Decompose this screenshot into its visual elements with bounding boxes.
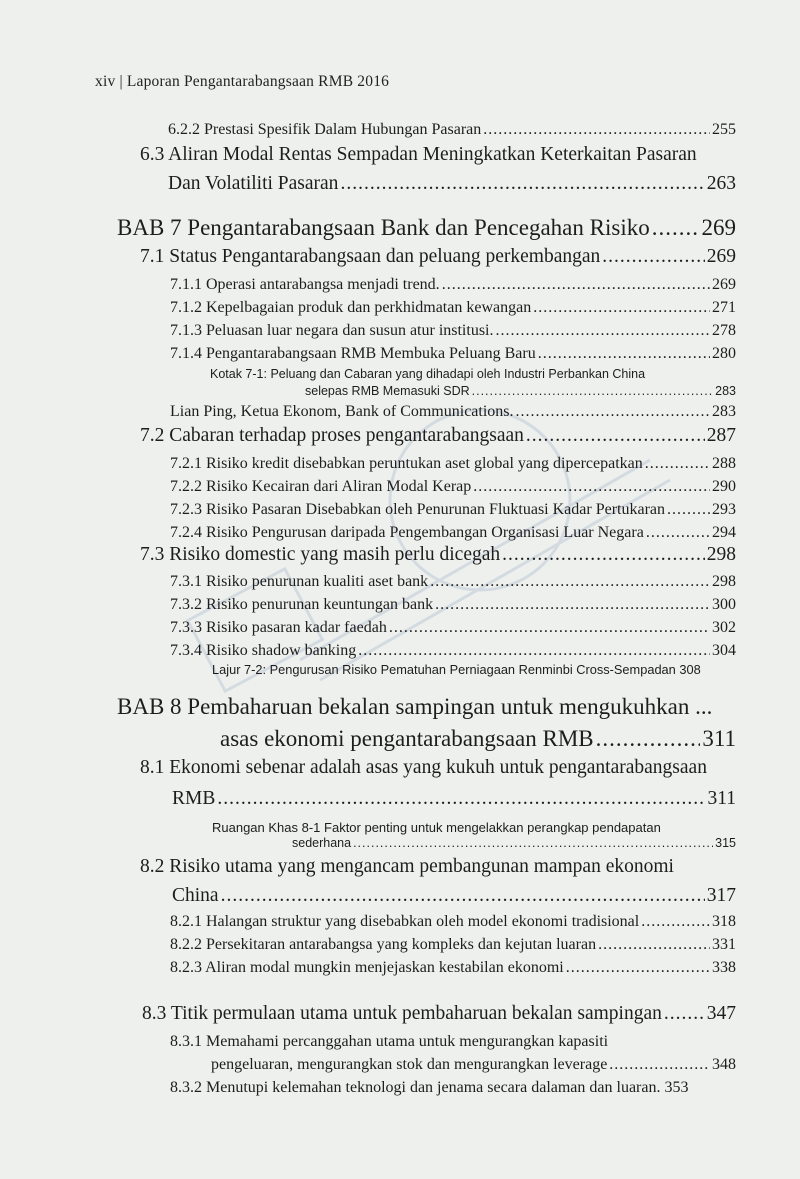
toc-entry[interactable] (172, 885, 736, 907)
page-number: 331 (712, 936, 736, 953)
entry-title: pengeluaran, mengurangkan stok dan mengurangkan leverage (211, 1056, 608, 1073)
entry-title: 7.2.2 Risiko Kecairan dari Aliran Modal Kerap (170, 478, 472, 495)
entry-title: 7.3.2 Risiko penurunan keuntungan bank (170, 596, 434, 613)
entry-title: 8.2.1 Halangan struktur yang disebabkan oleh model ekonomi tradisional (170, 913, 640, 930)
page-number: 298 (706, 544, 736, 565)
entry-title: 7.3.3 Risiko pasaran kadar faedah (170, 619, 387, 636)
entry-title: 8.3 Titik permulaan utama untuk pembaharuan bekalan sampingan (142, 1003, 662, 1024)
dot-leader (473, 478, 710, 496)
toc-entry[interactable] (170, 913, 736, 931)
dot-leader (538, 345, 710, 363)
dot-leader (483, 121, 710, 139)
entry-title: 8.2.2 Persekitaran antarabangsa yang kompleks dan kejutan luaran (170, 936, 597, 953)
toc-entry[interactable] (170, 345, 736, 363)
page-number: 311 (707, 788, 736, 809)
dot-leader (526, 425, 705, 447)
dot-leader (533, 299, 710, 317)
page-number: 255 (712, 121, 736, 138)
toc-box-entry[interactable]: Ruangan Khas 8-1 Faktor penting untuk mengelakkan perangkap pendapatan (212, 820, 661, 835)
entry-title: 6.2.2 Prestasi Spesifik Dalam Hubungan Pasaran (168, 121, 482, 138)
toc-entry[interactable] (170, 276, 736, 294)
page-number: 353 (664, 1079, 689, 1096)
page-number: 269 (701, 215, 736, 240)
toc-entry[interactable] (170, 642, 736, 660)
toc-entry[interactable] (170, 455, 736, 473)
toc-entry[interactable] (170, 403, 736, 421)
entry-title: Lian Ping, Ketua Ekonom, Bank of Communications. (170, 403, 514, 420)
entry-title: asas ekonomi pengantarabangsaan RMB (220, 726, 594, 751)
page-number: 347 (706, 1003, 736, 1024)
toc-entry[interactable] (170, 524, 736, 542)
toc-entry[interactable] (168, 173, 736, 195)
dot-leader (609, 1056, 710, 1074)
dot-leader (217, 788, 705, 810)
dot-leader (442, 276, 710, 294)
toc-entry[interactable] (170, 619, 736, 637)
page-number: 317 (706, 885, 736, 906)
dot-leader (598, 936, 710, 954)
page-number: 302 (712, 619, 736, 636)
entry-title: RMB (172, 788, 216, 809)
page-number: 298 (712, 573, 736, 590)
toc-entry[interactable] (170, 596, 736, 614)
toc-box-entry[interactable]: Kotak 7-1: Peluang dan Cabaran yang dihadapi oleh Industri Perbankan China (210, 367, 646, 381)
entry-title: 7.2.3 Risiko Pasaran Disebabkan oleh Penurunan Fluktuasi Kadar Pertukaran (170, 501, 666, 518)
entry-title: 7.2.4 Risiko Pengurusan daripada Pengembangan Organisasi Luar Negara (170, 524, 644, 541)
page-number: 271 (712, 299, 736, 316)
toc-entry[interactable]: 8.3.1 Memahami percanggahan utama untuk mengurangkan kapasiti (170, 1033, 609, 1050)
page-number: 288 (712, 455, 736, 472)
dot-leader (664, 1003, 705, 1025)
toc-entry[interactable] (170, 936, 736, 954)
toc-entry[interactable] (172, 788, 736, 810)
dot-leader (496, 322, 711, 340)
entry-title: 7.1 Status Pengantarabangsaan dan peluang perkembangan (140, 246, 601, 267)
page-number: 348 (712, 1056, 736, 1073)
entry-title: 7.1.3 Peluasan luar negara dan susun atur institusi. (170, 322, 494, 339)
page-number: 280 (712, 345, 736, 362)
toc-entry[interactable] (140, 425, 736, 447)
toc-entry[interactable] (140, 544, 736, 566)
page-number: 287 (706, 425, 736, 446)
entry-title: 7.1.1 Operasi antarabangsa menjadi trend. (170, 276, 440, 293)
dot-leader (502, 544, 705, 566)
dot-leader (641, 913, 710, 931)
running-head: xiv | Laporan Pengantarabangsaan RMB 2016 (95, 73, 390, 90)
toc-entry[interactable] (170, 322, 736, 340)
toc-box-entry[interactable] (305, 384, 736, 398)
entry-title: 8.2.3 Aliran modal mungkin menjejaskan kestabilan ekonomi (170, 959, 564, 976)
toc-entry[interactable] (142, 1003, 736, 1025)
page-number: 283 (715, 384, 736, 398)
entry-title: 7.3 Risiko domestic yang masih perlu dicegah (140, 544, 501, 565)
entry-title: 7.2.1 Risiko kredit disebabkan peruntukan aset global yang dipercepatkan (170, 455, 643, 472)
toc-entry[interactable] (170, 1079, 736, 1097)
dot-leader (516, 403, 710, 421)
toc-entry[interactable]: 8.1 Ekonomi sebenar adalah asas yang kukuh untuk pengantarabangsaan (140, 757, 707, 778)
entry-title: China (172, 885, 219, 906)
dot-leader (358, 642, 710, 660)
toc-entry[interactable] (140, 246, 736, 268)
toc-entry[interactable] (211, 1056, 736, 1074)
dot-leader (221, 885, 705, 907)
entry-title: 7.1.2 Kepelbagaian produk dan perkhidmatan kewangan (170, 299, 532, 316)
dot-leader (472, 384, 714, 398)
dot-leader (652, 215, 700, 241)
dot-leader (646, 524, 710, 542)
page-number: 269 (706, 246, 736, 267)
dot-leader (353, 836, 713, 850)
page-number: 294 (712, 524, 736, 541)
toc-chapter-entry[interactable] (220, 726, 736, 752)
toc-entry[interactable]: 8.2 Risiko utama yang mengancam pembangunan mampan ekonomi (140, 856, 674, 877)
toc-entry[interactable] (170, 501, 736, 519)
toc-entry[interactable] (168, 121, 736, 139)
toc-entry[interactable] (170, 573, 736, 591)
page-number: 278 (712, 322, 736, 339)
entry-title: 7.2 Cabaran terhadap proses pengantarabangsaan (140, 425, 524, 446)
entry-title: selepas RMB Memasuki SDR (305, 384, 470, 398)
entry-title: 7.3.4 Risiko shadow banking (170, 642, 357, 659)
dot-leader (340, 173, 704, 195)
entry-title: Dan Volatiliti Pasaran (168, 173, 339, 194)
toc-chapter-entry[interactable] (117, 215, 736, 241)
toc-entry[interactable] (170, 299, 736, 317)
entry-title: BAB 7 Pengantarabangsaan Bank dan Pencegahan Risiko (117, 215, 650, 240)
page-number: 293 (712, 501, 736, 518)
page-number: 263 (706, 173, 736, 194)
page-number: 304 (712, 642, 736, 659)
toc-box-entry[interactable]: Lajur 7-2: Pengurusan Risiko Pematuhan Perniagaan Renminbi Cross-Sempadan 308 (212, 662, 701, 677)
page-number: 315 (715, 836, 736, 850)
dot-leader (645, 455, 710, 473)
toc-chapter-entry[interactable]: BAB 8 Pembaharuan bekalan sampingan untuk mengukuhkan ... (117, 694, 713, 719)
dot-leader (389, 619, 710, 637)
entry-title: 8.3.2 Menutupi kelemahan teknologi dan jenama secara dalaman dan luaran. (170, 1079, 661, 1096)
page-number: 300 (712, 596, 736, 613)
toc-box-entry[interactable] (292, 836, 736, 850)
dot-leader (566, 959, 710, 977)
toc-entry[interactable]: 6.3 Aliran Modal Rentas Sempadan Meningkatkan Keterkaitan Pasaran (140, 144, 697, 165)
toc-entry[interactable] (170, 478, 736, 496)
entry-title: 7.1.4 Pengantarabangsaan RMB Membuka Peluang Baru (170, 345, 536, 362)
toc-entry[interactable] (170, 959, 736, 977)
dot-leader (667, 501, 710, 519)
page-number: 283 (712, 403, 736, 420)
page-number: 338 (712, 959, 736, 976)
page-number: 318 (712, 913, 736, 930)
entry-title: 7.3.1 Risiko penurunan kualiti aset bank (170, 573, 429, 590)
page-number: 311 (702, 726, 736, 751)
page-number: 290 (712, 478, 736, 495)
entry-title: sederhana (292, 836, 352, 850)
dot-leader (596, 726, 701, 752)
dot-leader (435, 596, 710, 614)
page-number: 269 (712, 276, 736, 293)
dot-leader (602, 246, 704, 268)
dot-leader (430, 573, 710, 591)
